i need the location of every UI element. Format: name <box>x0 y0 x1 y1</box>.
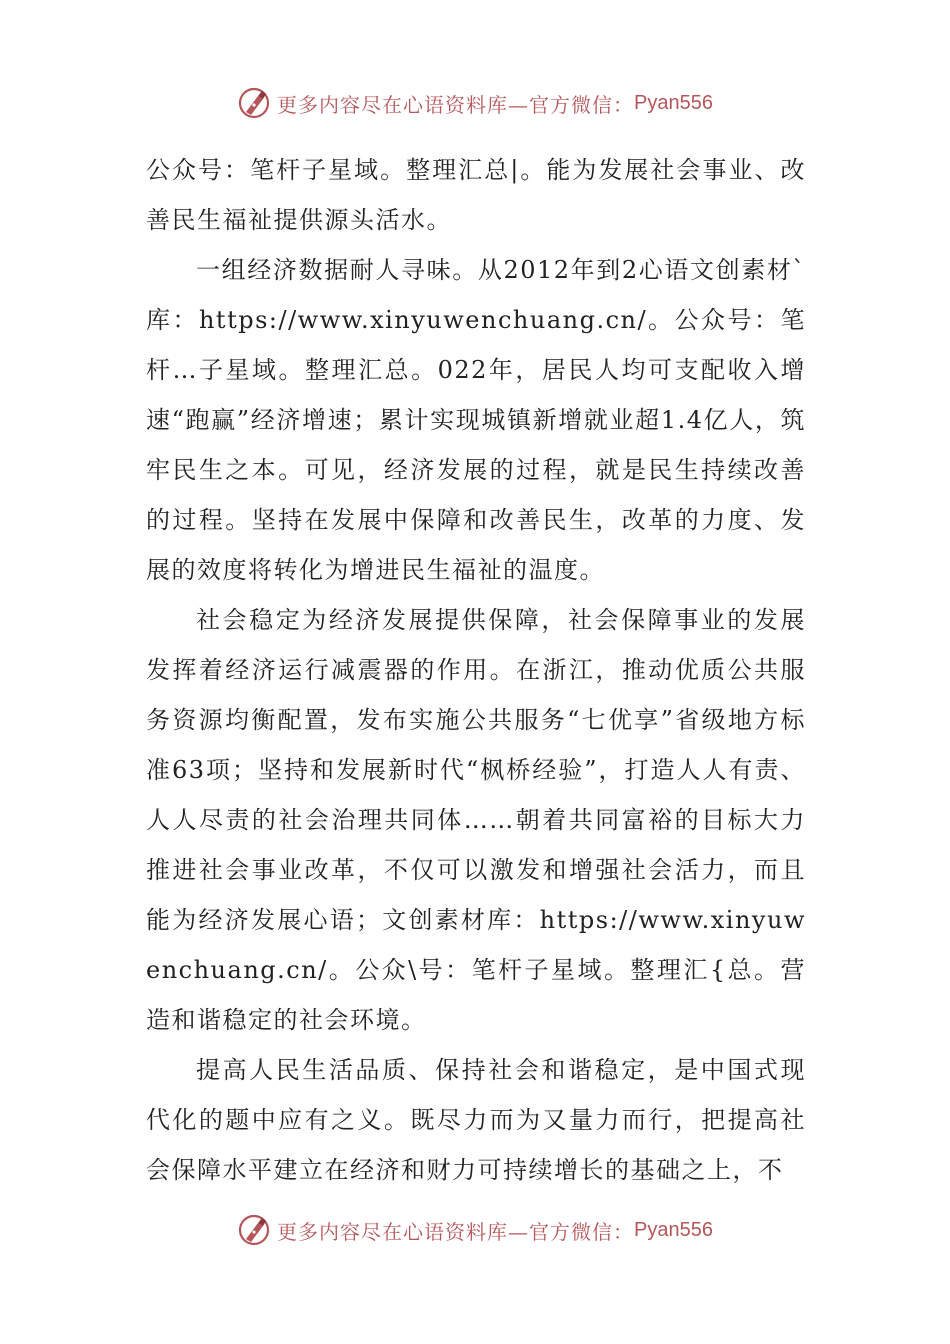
footer-banner <box>0 1210 950 1250</box>
header-banner <box>0 83 950 123</box>
paragraph-3: 社会稳定为经济发展提供保障，社会保障事业的发展发挥着经济运行减震器的作用。在浙江，推动优质公共服务资源均衡配置，发布实施公共服务“七优享”省级地方标准63项；坚持和发展新时代“枫桥经验”，打造人人有责、人人尽责的社会治理共同体……朝着共同富裕的目标大力推进社会事业改革，不仅可以激发和增强社会活力，而且能为经济发展心语；文创素材库：https://www.xinyuwenchuang.cn/。公众\号：笔杆子星域。整理汇{总。营造和谐稳定的社会环境。 <box>146 606 806 1034</box>
paragraph-1: 公众号：笔杆子星域。整理汇总|。能为发展社会事业、改善民生福祉提供源头活水。 <box>146 156 806 234</box>
paragraph-2: 一组经济数据耐人寻味。从2012年到2心语文创素材`库：https://www.xinyuwenchuang.cn/。公众号：笔杆…子星域。整理汇总。022年，居民人均可支配收入增速“跑赢”经济增速；累计实现城镇新增就业超1.4亿人，筑牢民生之本。可见，经济发展的过程，就是民生持续改善的过程。坚持在发展中保障和改善民生，改革的力度、发展的效度将转化为增进民生福祉的温度。 <box>146 256 806 584</box>
footer-banner-contact: Pyan556 <box>634 1218 713 1241</box>
paragraph-4: 提高人民生活品质、保持社会和谐稳定，是中国式现代化的题中应有之义。既尽力而为又量力而行，把提高社会保障水平建立在经济和财力可持续增长的基础之上，不 <box>146 1056 806 1184</box>
header-banner-contact: Pyan556 <box>634 91 713 114</box>
pen-nib-logo-icon <box>237 86 271 120</box>
header-banner-text: 更多内容尽在心语资料库—官方微信： <box>277 92 635 117</box>
document-body <box>146 145 806 1195</box>
pen-nib-logo-icon <box>237 1213 271 1247</box>
footer-banner-text: 更多内容尽在心语资料库—官方微信： <box>277 1219 635 1244</box>
